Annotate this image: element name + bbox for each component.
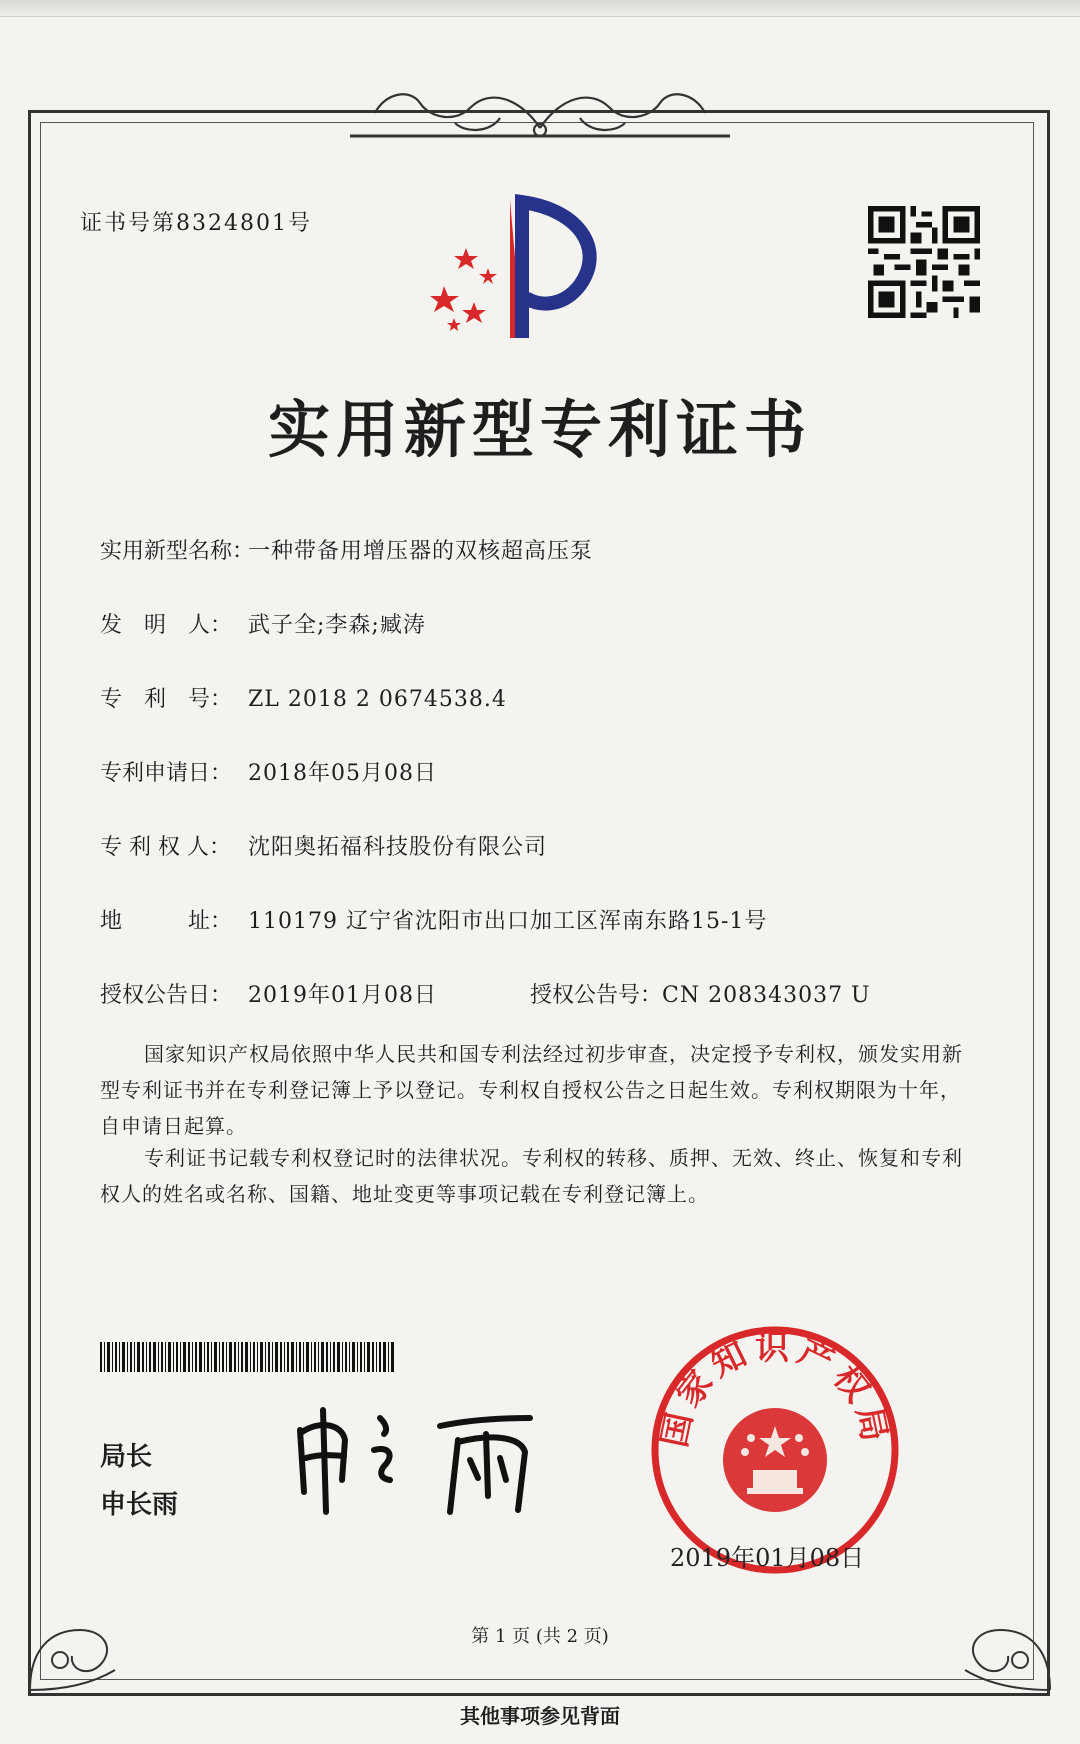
field-value: 武子全;李森;臧涛: [248, 613, 426, 638]
field-label: 专 利 权 人：: [100, 835, 231, 860]
seal-date: 2019年01月08日: [670, 1544, 865, 1572]
top-ornament-icon: [350, 78, 730, 142]
field-application-date: [100, 756, 437, 787]
field-label: 授权公告号：: [530, 983, 663, 1008]
field-address: [100, 904, 767, 935]
certificate-number: 证书号第8324801号: [80, 211, 312, 236]
field-label: 授权公告日：: [100, 983, 233, 1008]
field-label: 地 址：: [100, 909, 233, 934]
director-title: 局长: [100, 1442, 153, 1472]
grant-statement: 国家知识产权局依照中华人民共和国专利法经过初步审查，决定授予专利权，颁发实用新型专利证书并在专利登记簿上予以登记。专利权自授权公告之日起生效。专利权期限为十年，自申请日起算。: [100, 1042, 963, 1138]
director-name: 申长雨: [100, 1490, 179, 1520]
field-patent-number: [100, 682, 507, 713]
field-announcement-number: [530, 978, 871, 1009]
field-value: ZL 2018 2 0674538.4: [248, 687, 507, 712]
field-value: CN 208343037 U: [662, 983, 871, 1008]
field-grant-date: [100, 978, 437, 1009]
page-number: 第 1 页 (共 2 页): [471, 1626, 609, 1647]
field-utility-model-name: [100, 534, 593, 565]
legal-status-statement: 专利证书记载专利权登记时的法律状况。专利权的转移、质押、无效、终止、恢复和专利权人的姓名或名称、国籍、地址变更等事项记载在专利登记簿上。: [100, 1146, 963, 1206]
seal-text: 国家知识产权局: [654, 1328, 896, 1451]
barcode-icon: [100, 1342, 395, 1372]
field-patentee: [100, 830, 547, 861]
field-value: 沈阳奥拓福科技股份有限公司: [248, 835, 548, 860]
field-label: 发 明 人：: [100, 613, 233, 638]
field-value: 110179 辽宁省沈阳市出口加工区浑南东路15-1号: [248, 909, 768, 934]
certificate-title: 实用新型专利证书: [267, 393, 812, 466]
field-value: 一种带备用增压器的双核超高压泵: [248, 539, 594, 564]
scan-top-strip: [0, 0, 1080, 17]
qr-code-icon: [868, 206, 980, 318]
patent-office-emblem-icon: [430, 190, 620, 340]
field-label: 专 利 号：: [100, 687, 233, 712]
director-signature: [290, 1400, 550, 1520]
field-value: 2019年01月08日: [248, 983, 437, 1008]
field-inventors: [100, 608, 426, 639]
field-value: 2018年05月08日: [248, 761, 437, 786]
field-label: 实用新型名称：: [100, 539, 255, 564]
field-label: 专利申请日：: [100, 761, 233, 786]
back-page-note: 其他事项参见背面: [460, 1704, 620, 1728]
